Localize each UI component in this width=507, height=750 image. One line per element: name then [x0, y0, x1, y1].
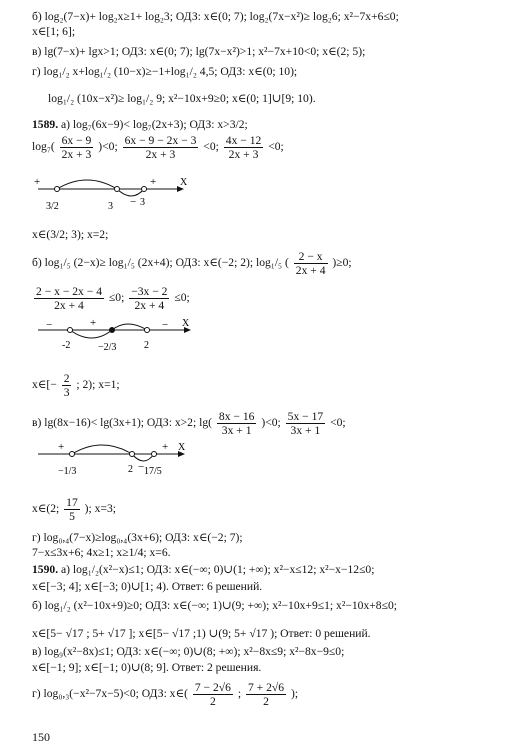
fraction: $\frac{2 - x - 2x - 4}{2x + 4}$ — [36, 285, 102, 312]
sign-label: − — [46, 319, 53, 331]
sign-label: + — [150, 176, 157, 188]
fraction: $\frac{2 - x}{2x + 4}$ — [295, 250, 326, 277]
sign-label: − — [130, 196, 137, 208]
fraction: $\frac{7 + 2√6}{2}$ — [247, 681, 285, 708]
text-line: б) log₁/₂ (x²−10x+9)≥0; ОДЗ: x∈(−∞; 1)∪(9; +∞); x²−10x+9≤1; x²−10x+8≤0; — [32, 599, 397, 612]
fraction: $\frac{6x - 9 - 2x - 3}{2x + 3}$ — [124, 134, 197, 161]
text: а) log₁/₂(x²−x)≤1; ОДЗ: x∈(−∞; 0)∪(1; +∞); x²−x≤12; x²−x−12≤0; — [58, 563, 375, 576]
text: ; 2); x=1; — [76, 378, 120, 392]
text-line: x∈(3/2; 3); x=2; — [32, 228, 109, 241]
tick-label: 3/2 — [46, 201, 59, 212]
text: )<0; — [98, 140, 118, 154]
text-line: г) log₀,₄(7−x)≥log₀,₄(3x+6); ОДЗ: x∈(−2; 7); — [32, 531, 243, 544]
text-line: в) log₉(x²−8x)≤1; ОДЗ: x∈(−∞; 0)∪(8; +∞); x²−8x≤9; x²−8x−9≤0; — [32, 645, 345, 658]
text-line: x∈[−1; 9]; x∈[−1; 0)∪(8; 9]. Ответ: 2 решения. — [32, 661, 262, 674]
sign-label: + — [162, 441, 169, 453]
text: ; — [237, 687, 242, 701]
text: ≤0; — [174, 291, 190, 305]
fraction: $\frac{4x - 12}{2x + 3}$ — [225, 134, 262, 161]
text-line — [32, 134, 284, 161]
fraction: $\frac{6x - 9}{2x + 3}$ — [61, 134, 92, 161]
text: ); — [290, 687, 299, 701]
sign-axis — [32, 316, 202, 366]
text: log₇( — [32, 140, 55, 154]
sign-axis — [32, 175, 192, 225]
text-line — [32, 118, 248, 132]
text: ); x=3; — [84, 502, 117, 516]
sign-axis — [32, 440, 202, 490]
text-line: б) log₂(7−x)+ log₂x≥1+ log₂3; ОДЗ: x∈(0; 7); log₂(7x−x²)≥ log₂6; x²−7x+6≤0; — [32, 10, 399, 23]
text-line — [32, 496, 116, 523]
text-line: г) log₁/₂ x+log₁/₂ (10−x)≥−1+log₁/₂ 4,5; ОДЗ: x∈(0; 10); — [32, 65, 298, 78]
tick-label: 2 — [128, 464, 133, 475]
sign-label: − — [162, 319, 169, 331]
tick-label: -2 — [62, 340, 71, 351]
text: г) log₀,₃(−x²−7x−5)<0; ОДЗ: x∈( — [32, 687, 188, 701]
fraction: $\frac{7 - 2√6}{2}$ — [194, 681, 231, 708]
tick-label: 3 — [140, 197, 145, 208]
text-line: x∈[1; 6]; — [32, 25, 76, 38]
text: x∈(2; — [32, 502, 60, 516]
text-line: x∈[−3; 4]; x∈[−3; 0)∪[1; 4). Ответ: 6 решений. — [32, 580, 263, 593]
sign-label: + — [34, 176, 41, 188]
sign-label: + — [90, 317, 97, 329]
axis-label: X — [182, 318, 190, 329]
fraction: $\frac{2}{3}$ — [63, 372, 70, 399]
fraction: $\frac{17}{5}$ — [66, 496, 78, 523]
text-line: в) lg(7−x)+ lgx>1; ОДЗ: x∈(0; 7); lg(7x−x²)>1; x²−7x+10<0; x∈(2; 5); — [32, 45, 366, 58]
problem-number: 1589. — [32, 118, 59, 131]
page-number: 150 — [32, 730, 50, 744]
text: <0; — [203, 140, 219, 154]
text: б) log₁/₅ (2−x)≥ log₁/₅ (2x+4); ОДЗ: x∈(−2; 2); log₁/₅ ( — [32, 256, 289, 270]
text-line: 7−x≤3x+6; 4x≥1; x≥1/4; x=6. — [32, 546, 171, 559]
text-line: x∈[5− √17 ; 5+ √17 ]; x∈[5− √17 ;1) ∪(9; 5+ √17 ); Ответ: 0 решений. — [32, 627, 371, 640]
text: )≥0; — [332, 256, 352, 270]
tick-label: 17/5 — [144, 466, 162, 477]
text-line — [32, 410, 346, 437]
sign-label: + — [58, 441, 65, 453]
text: ≤0; — [108, 291, 125, 305]
text: а) log₇(6x−9)< log₇(2x+3); ОДЗ: x>3/2; — [58, 118, 248, 131]
axis-label: X — [178, 442, 186, 453]
text-line — [32, 681, 298, 708]
text-line — [32, 250, 352, 277]
tick-label: 2 — [144, 340, 149, 351]
text-line — [32, 563, 374, 577]
tick-label: 3 — [108, 201, 113, 212]
text: в) lg(8x−16)< lg(3x+1); ОДЗ: x>2; lg( — [32, 416, 212, 430]
text-line: log₁/₂ (10x−x²)≥ log₁/₂ 9; x²−10x+9≥0; x∈(0; 1]∪[9; 10). — [48, 92, 316, 105]
text-line — [32, 372, 120, 399]
problem-number: 1590. — [32, 563, 59, 576]
text: <0; — [268, 140, 284, 154]
text: x∈[− — [32, 378, 57, 392]
fraction: $\frac{8x - 16}{3x + 1}$ — [218, 410, 255, 437]
text-line — [32, 285, 190, 312]
axis-label: X — [180, 177, 188, 188]
tick-label: −2/3 — [98, 342, 117, 353]
fraction: $\frac{-3x - 2}{2x + 4}$ — [131, 285, 168, 312]
tick-label: −1/3 — [58, 466, 77, 477]
text: <0; — [330, 416, 346, 430]
fraction: $\frac{5x - 17}{3x + 1}$ — [287, 410, 324, 437]
sign-label: − — [138, 461, 145, 473]
text: )<0; — [261, 416, 281, 430]
